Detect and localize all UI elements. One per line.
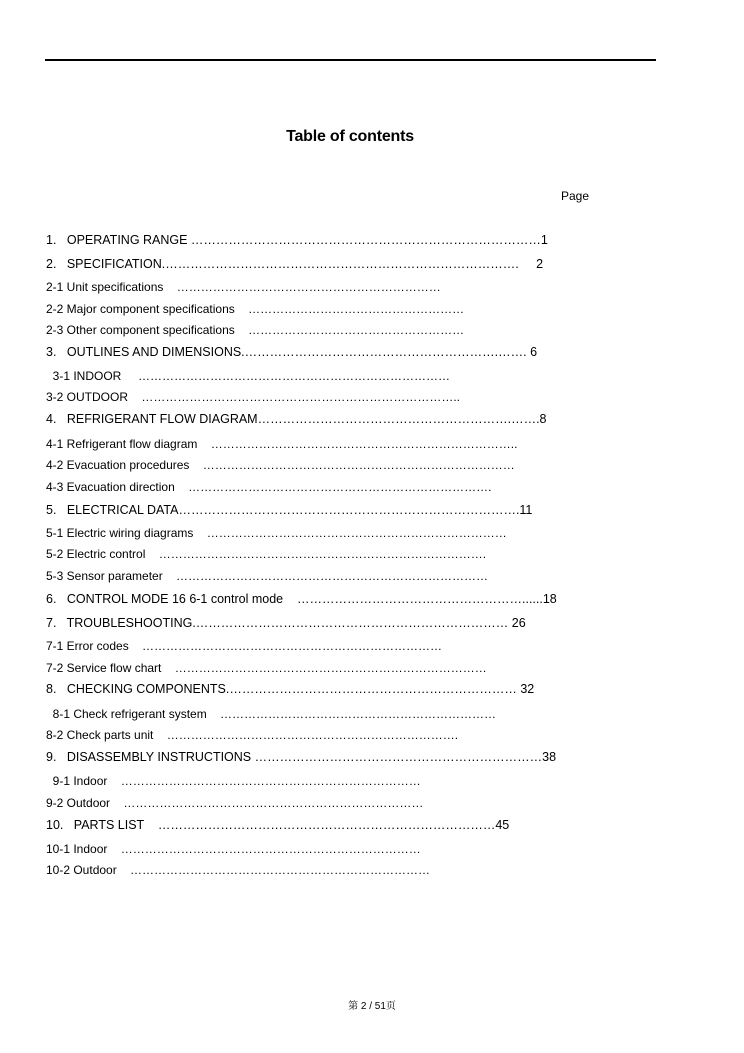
toc-entry-electrical-data: 5. ELECTRICAL DATA……………………………………………………………………….11: [46, 503, 533, 517]
toc-entry-service-flow-chart: 7-2 Service flow chart ……………………………………………………………………: [46, 661, 487, 675]
toc-entry-troubleshooting: 7. TROUBLESHOOTING.………………………………………………………………… 26: [46, 616, 526, 630]
toc-entry-refrigerant-flow-diagram: 4. REFRIGERANT FLOW DIAGRAM…………………………………………………….…….8: [46, 412, 547, 426]
toc-entry-unit-specifications: 2-1 Unit specifications …………………………………………………………: [46, 280, 441, 294]
toc-entry-outdoor: 3-2 OUTDOOR ……………………………………………………………………..: [46, 390, 461, 404]
toc-entry-electric-control: 5-2 Electric control ……………………………………………………………………….: [46, 547, 487, 561]
toc-entry-checking-components: 8. CHECKING COMPONENTS.…………………………………………………………… 32: [46, 682, 535, 696]
toc-entry-check-parts-unit: 8-2 Check parts unit ……………………………………………………………….: [46, 728, 459, 742]
toc-entry-major-component-specifications: 2-2 Major component specifications ………………………………………………: [46, 302, 465, 316]
toc-entry-sensor-parameter: 5-3 Sensor parameter ……………………………………………………………………: [46, 569, 489, 583]
toc-entry-error-codes: 7-1 Error codes …………………………………………………………………: [46, 639, 443, 653]
toc-entry-specification: 2. SPECIFICATION.…………………………………………………………………………. 2: [46, 257, 544, 271]
toc-entry-disassembly-indoor: 9-1 Indoor …………………………………………………………………: [46, 774, 421, 788]
toc-entry-indoor: 3-1 INDOOR ……………………………………………………………………: [46, 369, 451, 383]
toc-entry-other-component-specifications: 2-3 Other component specifications ………………………………………………: [46, 323, 465, 337]
toc-entry-operating-range: 1. OPERATING RANGE …………………………………………………………………………1: [46, 233, 548, 247]
toc-entry-disassembly-instructions: 9. DISASSEMBLY INSTRUCTIONS ……………………………………………………………38: [46, 750, 557, 764]
page-column-label: Page: [561, 189, 590, 203]
toc-entry-parts-indoor: 10-1 Indoor …………………………………………………………………: [46, 842, 421, 856]
toc-entry-check-refrigerant-system: 8-1 Check refrigerant system ……………………………………………………………: [46, 707, 497, 721]
toc-entry-evacuation-procedures: 4-2 Evacuation procedures ……………………………………………………………………: [46, 458, 515, 472]
toc-entry-parts-list: 10. PARTS LIST ………………………………………………………………………45: [46, 818, 510, 832]
page-title: Table of contents: [286, 128, 414, 145]
toc-entry-refrigerant-flow-diagram-sub: 4-1 Refrigerant flow diagram …………………………………………………………………..: [46, 437, 518, 451]
toc-entry-electric-wiring-diagrams: 5-1 Electric wiring diagrams …………………………………………………………………: [46, 526, 507, 540]
toc-entry-outlines-dimensions: 3. OUTLINES AND DIMENSIONS.…………………………………………………….……. 6: [46, 345, 538, 359]
page-number-footer: 第 2 / 51页: [348, 1001, 396, 1012]
toc-entry-evacuation-direction: 4-3 Evacuation direction ………………………………………………………………….: [46, 480, 492, 494]
toc-entry-disassembly-outdoor: 9-2 Outdoor …………………………………………………………………: [46, 796, 424, 810]
toc-entry-parts-outdoor: 10-2 Outdoor …………………………………………………………………: [46, 863, 431, 877]
toc-entry-control-mode: 6. CONTROL MODE 16 6-1 control mode ………………………………………………......18: [46, 592, 557, 606]
